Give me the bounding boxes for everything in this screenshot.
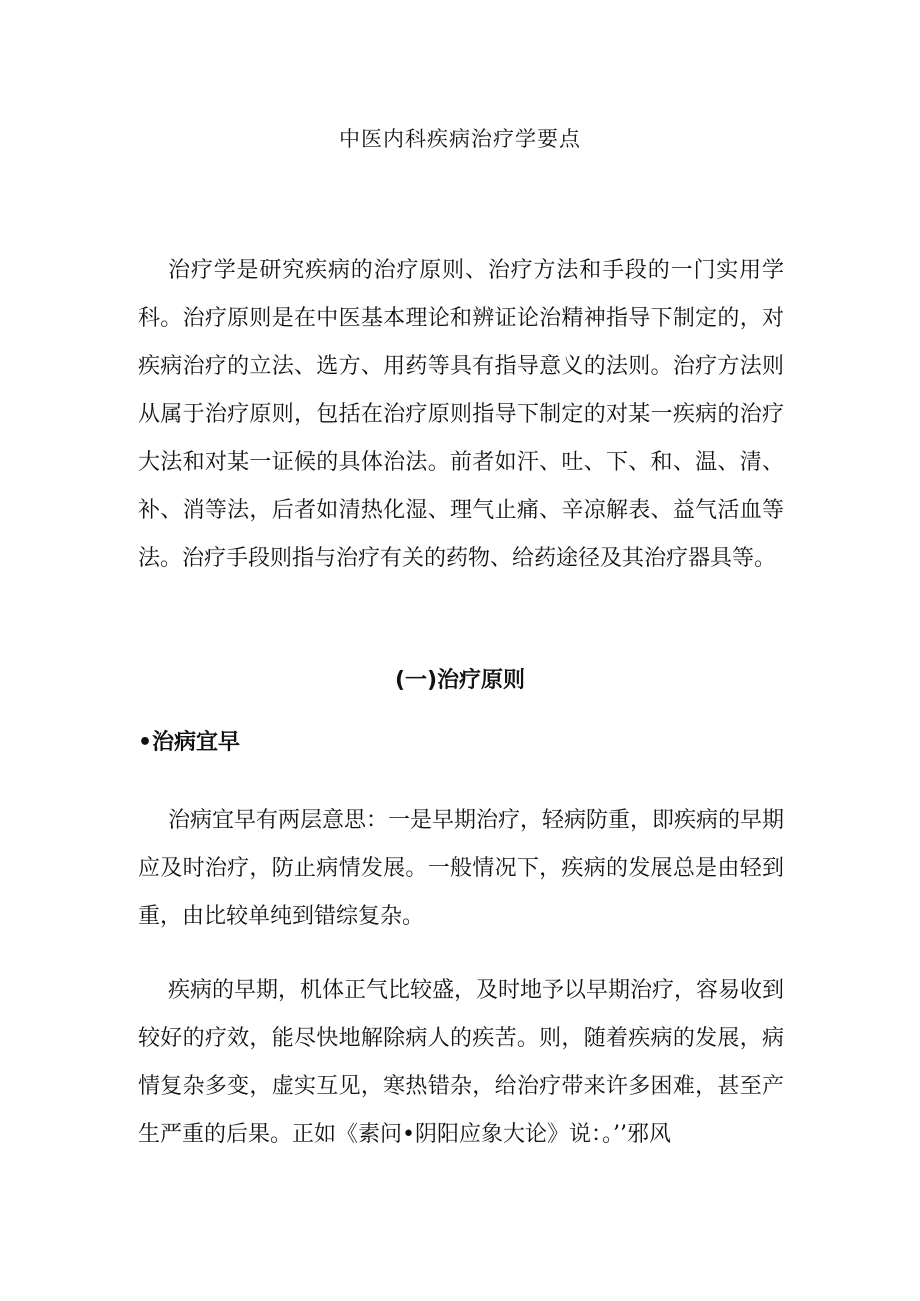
sub-heading: •治病宜早	[138, 730, 241, 755]
section-heading: (一)治疗原则	[394, 668, 526, 693]
intro-paragraph: 治疗学是研究疾病的治疗原则、治疗方法和手段的一门实用学科。治疗原则是在中医基本理论和辨证论治精神指导下制定的，对疾病治疗的立法、选方、用药等具有指导意义的法则。治疗方法则从属于治疗原则，包括在治疗原则指导下制定的对某一疾病的治疗大法和对某一证候的具体治法。前者如汗、吐、下、和、温、清、补、消等法，后者如清热化湿、理气止痛、辛凉解表、益气活血等法。治疗手段则指与治疗有关的药物、给药途径及其治疗器具等。	[138, 258, 784, 571]
body-paragraph: 疾病的早期，机体正气比较盛，及时地予以早期治疗，容易收到较好的疗效，能尽快地解除病人的疾苦。则，随着疾病的发展，病情复杂多变，虚实互见，寒热错杂，给治疗带来许多困难，甚至产生严重的后果。正如《素问•阴阳应象大论》说：。’’邪风	[138, 978, 785, 1147]
body-paragraph: 治病宜早有两层意思：一是早期治疗，轻病防重，即疾病的早期应及时治疗，防止病情发展。一般情况下，疾病的发展总是由轻到重，由比较单纯到错综复杂。	[138, 808, 785, 929]
document-title: 中医内科疾病治疗学要点	[339, 127, 581, 151]
